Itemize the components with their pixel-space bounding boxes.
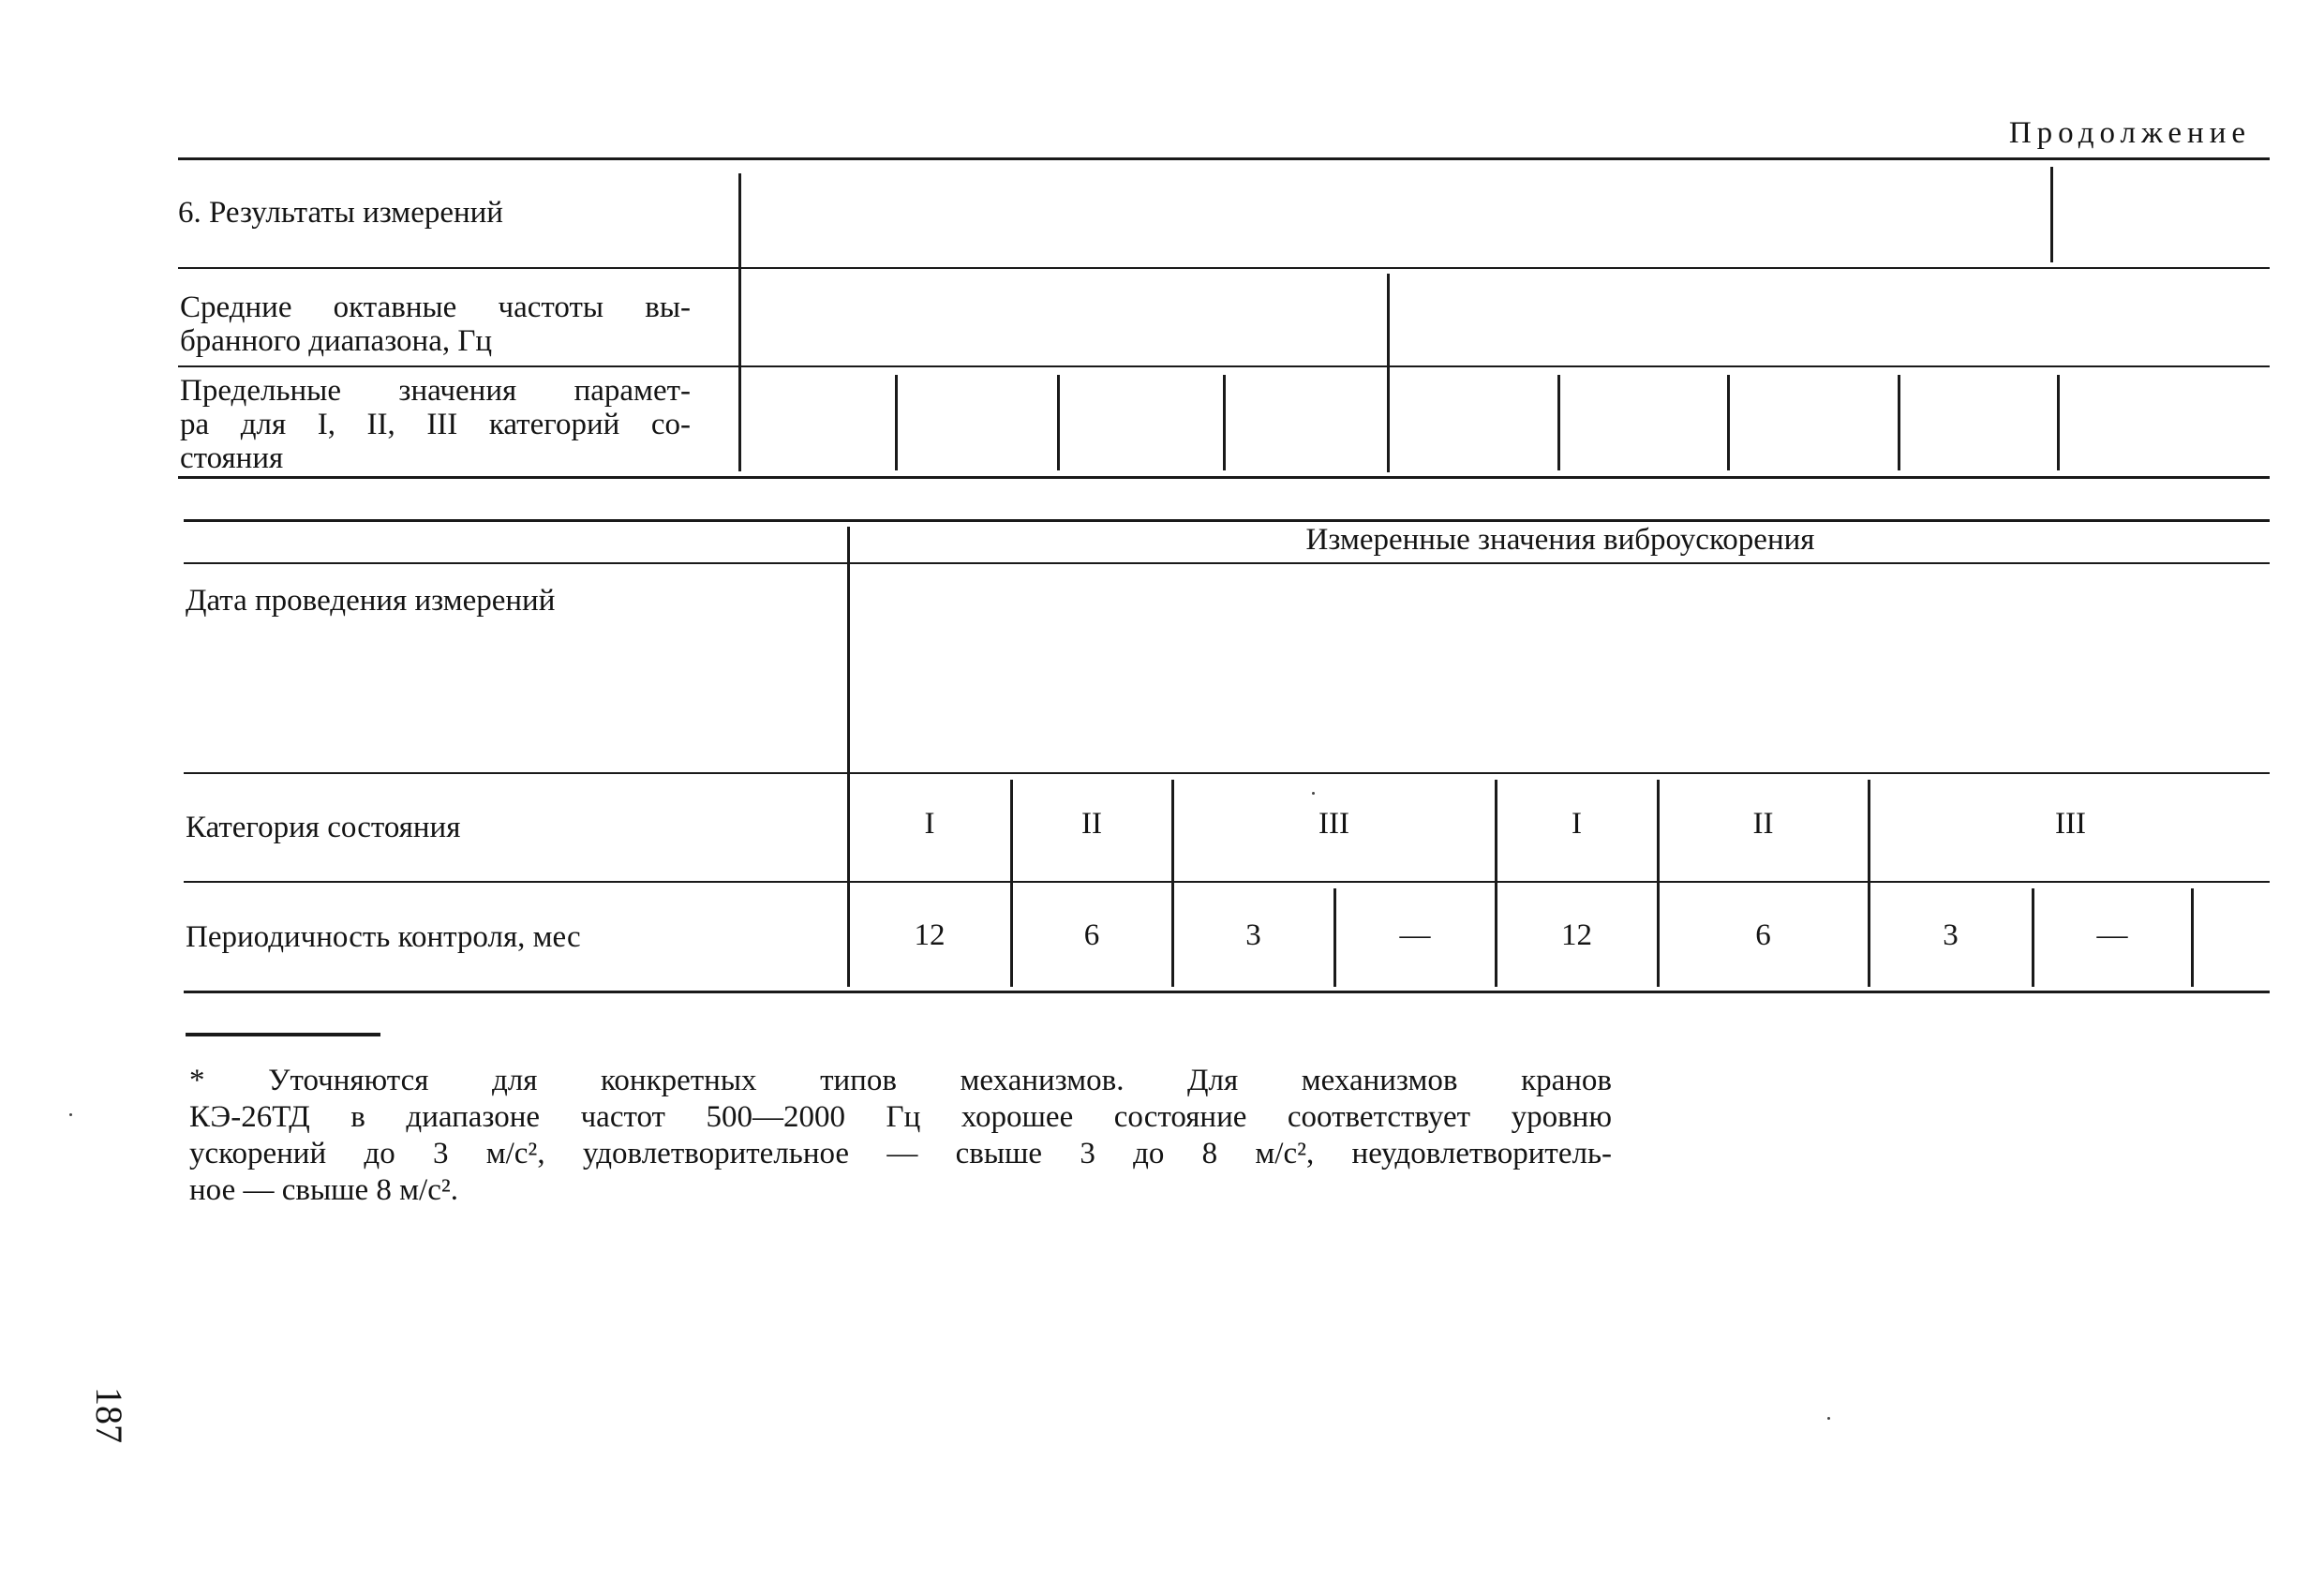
table1-col-divider [1727, 375, 1730, 470]
table1-bottom-rule [178, 476, 2270, 479]
table1-rule [178, 267, 2270, 269]
octave-frequency-label-line1: Средние октавные частоты вы- [180, 291, 691, 324]
measurement-date-label: Дата проведения измерений [186, 584, 556, 618]
limit-values-label-line2: ра для I, II, III категорий со- [180, 408, 691, 441]
limit-values-label-line3: стояния [180, 441, 284, 475]
limit-values-label-line1: Предельные значения парамет- [180, 374, 691, 408]
table2-col-divider [2032, 888, 2034, 987]
footnote [189, 1063, 1612, 1209]
table1-top-rule [178, 157, 2270, 160]
octave-frequency-label-line2: бранного диапазона, Гц [180, 324, 493, 358]
category-cell: II [1081, 807, 1102, 841]
category-cell: I [924, 807, 935, 841]
table2-col-divider [847, 527, 850, 987]
category-cell: II [1752, 807, 1774, 841]
table1-col-divider [895, 375, 898, 470]
period-cell: 6 [1755, 918, 1771, 952]
table1-col-divider [738, 173, 741, 471]
table2-col-divider [1010, 780, 1013, 987]
measured-values-header: Измеренные значения виброускорения [1305, 523, 1815, 557]
table2-bottom-rule [184, 991, 2270, 993]
period-cell: 12 [914, 918, 946, 952]
table2-col-divider [2191, 888, 2194, 987]
table1-col-divider [1057, 375, 1060, 470]
category-cell: I [1572, 807, 1582, 841]
category-cell: III [2055, 807, 2086, 841]
table2-rule [184, 772, 2270, 774]
period-cell: 12 [1561, 918, 1592, 952]
condition-category-label: Категория состояния [186, 811, 461, 844]
footnote-line: * Уточняются для конкретных типов механизмов. Для механизмов кранов [189, 1064, 1612, 1097]
table1-col-divider [1557, 375, 1560, 470]
measurement-results-label: 6. Результаты измерений [178, 196, 503, 230]
period-cell: 3 [1245, 918, 1261, 952]
footnote-line: КЭ-26ТД в диапазоне частот 500—2000 Гц хорошее состояние соответствует уровню [189, 1100, 1612, 1134]
table1-col-divider [1387, 274, 1390, 472]
scan-speck [1312, 792, 1315, 795]
scan-speck [69, 1113, 72, 1116]
table2-col-divider [1868, 780, 1870, 987]
table2-col-divider [1657, 780, 1660, 987]
period-cell: 6 [1083, 918, 1100, 952]
table1-col-divider [2050, 167, 2053, 262]
scan-speck [1827, 1417, 1830, 1420]
period-cell: — [2096, 918, 2128, 952]
page-number: 187 [88, 1387, 130, 1443]
category-cell: III [1318, 807, 1349, 841]
table2-col-divider [1171, 780, 1174, 987]
control-periodicity-label: Периодичность контроля, мес [186, 920, 581, 954]
table1-col-divider [1223, 375, 1226, 470]
table1-col-divider [2057, 375, 2060, 470]
table2-rule [184, 881, 2270, 883]
table2-col-divider [1495, 780, 1497, 987]
footnote-line: ускорений до 3 м/с², удовлетворительное — свыше 3 до 8 м/с², неудовлетворитель- [189, 1137, 1612, 1170]
table2-col-divider [1333, 888, 1336, 987]
table2-rule [184, 562, 2270, 564]
footnote-separator [186, 1033, 380, 1036]
continuation-label: Продолжение [2008, 116, 2251, 150]
period-cell: 3 [1943, 918, 1959, 952]
table1-rule [178, 365, 2270, 367]
table1-col-divider [1898, 375, 1900, 470]
period-cell: — [1399, 918, 1431, 952]
footnote-line: ное — свыше 8 м/с². [189, 1173, 459, 1207]
